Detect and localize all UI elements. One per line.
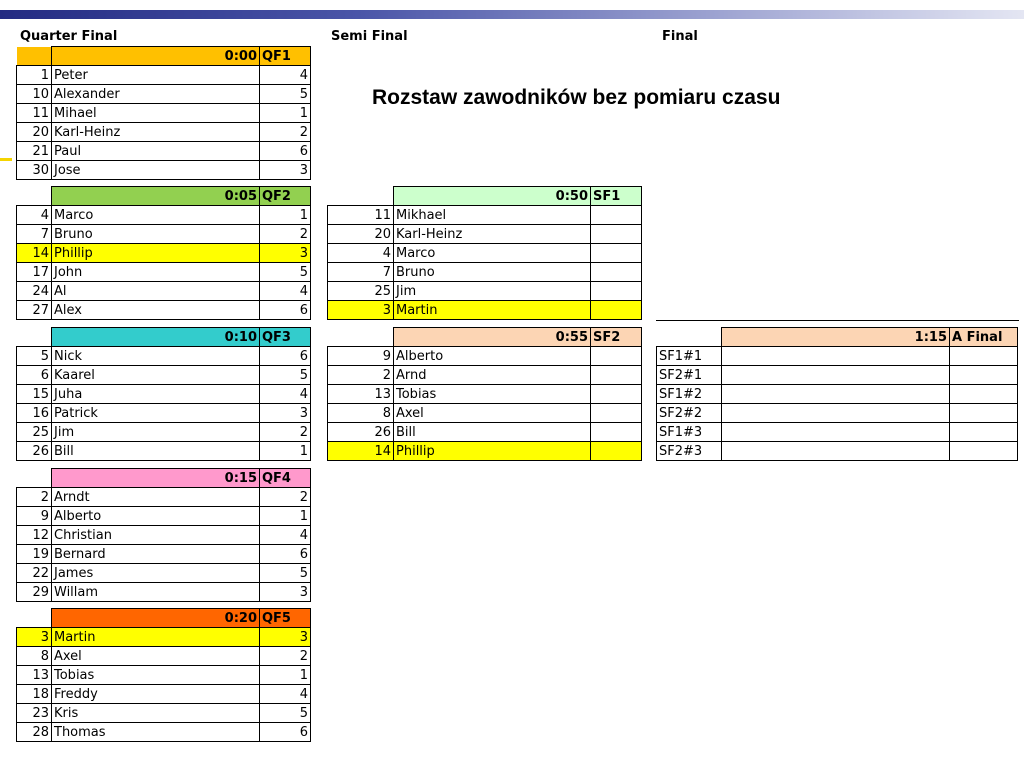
- table-row: [328, 225, 642, 244]
- heat-time: 0:15: [52, 469, 260, 488]
- competitor-name: Karl-Heinz: [394, 225, 591, 244]
- start-number: 6: [17, 366, 52, 385]
- start-number: 4: [17, 206, 52, 225]
- score-cell: 4: [260, 282, 311, 301]
- table-row: [328, 263, 642, 282]
- start-number: 20: [17, 123, 52, 142]
- start-number: 12: [17, 526, 52, 545]
- competitor-name: Bill: [394, 423, 591, 442]
- competitor-name: Willam: [52, 583, 260, 602]
- table-row: [328, 347, 642, 366]
- heat-time: 0:10: [52, 328, 260, 347]
- competitor-name: Alberto: [394, 347, 591, 366]
- competitor-name: Alexander: [52, 85, 260, 104]
- quarter-final-heading: Quarter Final: [20, 29, 118, 44]
- table-row: [17, 647, 311, 666]
- score-cell[interactable]: [950, 366, 1018, 385]
- competitor-name: Mihael: [52, 104, 260, 123]
- competitor-name: Phillip: [394, 442, 591, 461]
- score-cell[interactable]: [950, 385, 1018, 404]
- table-row: [657, 385, 1018, 404]
- heat-header: [328, 187, 642, 206]
- competitor-name: Mikhael: [394, 206, 591, 225]
- competitor-name: Al: [52, 282, 260, 301]
- start-number: 7: [328, 263, 394, 282]
- table-row: [17, 385, 311, 404]
- seed-label: SF2#1: [657, 366, 722, 385]
- table-row: [328, 366, 642, 385]
- table-row: [17, 85, 311, 104]
- start-number: 19: [17, 545, 52, 564]
- score-cell: 5: [260, 564, 311, 583]
- score-cell: 5: [260, 263, 311, 282]
- start-number: 22: [17, 564, 52, 583]
- competitor-name: Axel: [394, 404, 591, 423]
- score-cell: 4: [260, 526, 311, 545]
- competitor-name: Nick: [52, 347, 260, 366]
- table-row: [328, 385, 642, 404]
- competitor-name: Jim: [52, 423, 260, 442]
- start-number: 28: [17, 723, 52, 742]
- competitor-name: Christian: [52, 526, 260, 545]
- table-row: [657, 347, 1018, 366]
- score-cell: 1: [260, 507, 311, 526]
- start-number: 2: [328, 366, 394, 385]
- score-cell: 2: [260, 123, 311, 142]
- start-number: 9: [328, 347, 394, 366]
- score-cell: 2: [260, 488, 311, 507]
- final-heading: Final: [662, 29, 698, 44]
- competitor-name[interactable]: [722, 404, 950, 423]
- table-row: [17, 161, 311, 180]
- competitor-name: Juha: [52, 385, 260, 404]
- competitor-name: Jim: [394, 282, 591, 301]
- heat-qf1: [16, 46, 311, 180]
- heat-code: QF4: [260, 469, 311, 488]
- score-cell[interactable]: [591, 282, 642, 301]
- start-number: 11: [328, 206, 394, 225]
- score-cell[interactable]: [591, 442, 642, 461]
- score-cell: 6: [260, 723, 311, 742]
- table-row: [17, 488, 311, 507]
- table-row: [17, 206, 311, 225]
- table-row: [328, 244, 642, 263]
- competitor-name: James: [52, 564, 260, 583]
- start-number: 9: [17, 507, 52, 526]
- table-row: [17, 66, 311, 85]
- score-cell: 1: [260, 104, 311, 123]
- score-cell: 6: [260, 142, 311, 161]
- table-row: [17, 301, 311, 320]
- table-row: [17, 225, 311, 244]
- table-row: [17, 123, 311, 142]
- score-cell: 1: [260, 206, 311, 225]
- start-number: 24: [17, 282, 52, 301]
- score-cell: 2: [260, 647, 311, 666]
- score-cell[interactable]: [950, 347, 1018, 366]
- heat-header: [17, 328, 311, 347]
- start-number: 26: [328, 423, 394, 442]
- seed-label: SF2#2: [657, 404, 722, 423]
- table-row: [17, 423, 311, 442]
- table-row: [17, 263, 311, 282]
- competitor-name: Thomas: [52, 723, 260, 742]
- start-number: 18: [17, 685, 52, 704]
- competitor-name: Patrick: [52, 404, 260, 423]
- start-number: 1: [17, 66, 52, 85]
- start-number: 4: [328, 244, 394, 263]
- table-row: [17, 404, 311, 423]
- score-cell: 1: [260, 666, 311, 685]
- start-number: 8: [17, 647, 52, 666]
- table-row: [17, 545, 311, 564]
- competitor-name: Martin: [52, 628, 260, 647]
- start-number: 20: [328, 225, 394, 244]
- side-marker: [0, 158, 12, 161]
- competitor-name: Axel: [52, 647, 260, 666]
- heat-header: [328, 328, 642, 347]
- competitor-name: Bruno: [394, 263, 591, 282]
- score-cell[interactable]: [591, 206, 642, 225]
- start-number: 25: [328, 282, 394, 301]
- table-row: [328, 282, 642, 301]
- score-cell[interactable]: [950, 404, 1018, 423]
- competitor-name[interactable]: [722, 347, 950, 366]
- table-row: [657, 404, 1018, 423]
- start-number: 8: [328, 404, 394, 423]
- table-row: [17, 666, 311, 685]
- heat-qf3: [16, 327, 311, 461]
- heat-qf2: [16, 186, 311, 320]
- score-cell[interactable]: [591, 301, 642, 320]
- competitor-name: Bernard: [52, 545, 260, 564]
- table-row: [17, 723, 311, 742]
- start-number: 29: [17, 583, 52, 602]
- semi-final-heading: Semi Final: [331, 29, 408, 44]
- competitor-name: Phillip: [52, 244, 260, 263]
- seed-label: SF1#2: [657, 385, 722, 404]
- competitor-name: Kaarel: [52, 366, 260, 385]
- table-row-highlighted: [17, 244, 311, 263]
- competitor-name: Freddy: [52, 685, 260, 704]
- start-number: 25: [17, 423, 52, 442]
- start-number: 3: [17, 628, 52, 647]
- start-number: 14: [328, 442, 394, 461]
- start-number: 15: [17, 385, 52, 404]
- heat-qf4: [16, 468, 311, 602]
- competitor-name: Tobias: [394, 385, 591, 404]
- heat-code: SF2: [591, 328, 642, 347]
- score-cell[interactable]: [591, 385, 642, 404]
- heat-header: [17, 469, 311, 488]
- start-number: 26: [17, 442, 52, 461]
- score-cell: 5: [260, 704, 311, 723]
- heat-header: [17, 609, 311, 628]
- score-cell[interactable]: [591, 404, 642, 423]
- table-row: [17, 583, 311, 602]
- competitor-name: Marco: [394, 244, 591, 263]
- start-number: 13: [17, 666, 52, 685]
- table-row: [17, 142, 311, 161]
- table-row: [657, 366, 1018, 385]
- heat-code: QF3: [260, 328, 311, 347]
- competitor-name: Arndt: [52, 488, 260, 507]
- score-cell: 6: [260, 347, 311, 366]
- competitor-name[interactable]: [722, 423, 950, 442]
- seed-label: SF2#3: [657, 442, 722, 461]
- table-row: [328, 404, 642, 423]
- heat-code: QF2: [260, 187, 311, 206]
- score-cell: 6: [260, 301, 311, 320]
- heat-time: 0:55: [394, 328, 591, 347]
- final-divider-line: [656, 320, 1019, 321]
- table-row: [17, 442, 311, 461]
- start-number: 17: [17, 263, 52, 282]
- competitor-name[interactable]: [722, 366, 950, 385]
- table-row-highlighted: [328, 442, 642, 461]
- score-cell[interactable]: [591, 423, 642, 442]
- competitor-name: Peter: [52, 66, 260, 85]
- table-row: [17, 366, 311, 385]
- score-cell: 1: [260, 442, 311, 461]
- heat-sf2: [327, 327, 642, 461]
- score-cell[interactable]: [591, 347, 642, 366]
- start-number: 10: [17, 85, 52, 104]
- competitor-name[interactable]: [722, 385, 950, 404]
- heat-qf5: [16, 608, 311, 742]
- table-row: [17, 685, 311, 704]
- seed-label: SF1#3: [657, 423, 722, 442]
- score-cell: 3: [260, 161, 311, 180]
- score-cell[interactable]: [950, 442, 1018, 461]
- heat-code: QF5: [260, 609, 311, 628]
- heat-time: 0:00: [52, 47, 260, 66]
- score-cell: 4: [260, 385, 311, 404]
- heat-time: 1:15: [722, 328, 950, 347]
- score-cell: 2: [260, 225, 311, 244]
- start-number: 7: [17, 225, 52, 244]
- table-row: [17, 526, 311, 545]
- start-number: 13: [328, 385, 394, 404]
- heat-code: SF1: [591, 187, 642, 206]
- start-number: 3: [328, 301, 394, 320]
- competitor-name: Bruno: [52, 225, 260, 244]
- competitor-name: John: [52, 263, 260, 282]
- table-row-highlighted: [17, 628, 311, 647]
- score-cell: 3: [260, 404, 311, 423]
- score-cell[interactable]: [591, 225, 642, 244]
- competitor-name: Marco: [52, 206, 260, 225]
- score-cell: 4: [260, 66, 311, 85]
- table-row: [328, 206, 642, 225]
- table-row: [328, 423, 642, 442]
- header-gradient-bar: [0, 10, 1024, 19]
- heat-time: 0:05: [52, 187, 260, 206]
- score-cell[interactable]: [950, 423, 1018, 442]
- table-row-highlighted: [328, 301, 642, 320]
- competitor-name: Arnd: [394, 366, 591, 385]
- start-number: 27: [17, 301, 52, 320]
- heat-time: 0:20: [52, 609, 260, 628]
- heat-code: QF1: [260, 47, 311, 66]
- score-cell[interactable]: [591, 263, 642, 282]
- start-number: 11: [17, 104, 52, 123]
- heat-header: [657, 328, 1018, 347]
- competitor-name: Tobias: [52, 666, 260, 685]
- score-cell: 6: [260, 545, 311, 564]
- score-cell: 3: [260, 628, 311, 647]
- start-number: 16: [17, 404, 52, 423]
- table-row: [17, 347, 311, 366]
- seed-label: SF1#1: [657, 347, 722, 366]
- competitor-name: Karl-Heinz: [52, 123, 260, 142]
- table-row: [17, 704, 311, 723]
- table-row: [657, 442, 1018, 461]
- table-row: [17, 104, 311, 123]
- start-number: 14: [17, 244, 52, 263]
- score-cell: 3: [260, 583, 311, 602]
- competitor-name: Alex: [52, 301, 260, 320]
- table-row: [17, 507, 311, 526]
- competitor-name: Alberto: [52, 507, 260, 526]
- heat-time: 0:50: [394, 187, 591, 206]
- score-cell: 3: [260, 244, 311, 263]
- table-row: [17, 564, 311, 583]
- heat-header: [17, 47, 311, 66]
- competitor-name: Paul: [52, 142, 260, 161]
- page-title: Rozstaw zawodników bez pomiaru czasu: [372, 86, 781, 109]
- competitor-name: Martin: [394, 301, 591, 320]
- competitor-name[interactable]: [722, 442, 950, 461]
- start-number: 5: [17, 347, 52, 366]
- competitor-name: Jose: [52, 161, 260, 180]
- competitor-name: Kris: [52, 704, 260, 723]
- heat-code: A Final: [950, 328, 1018, 347]
- table-row: [657, 423, 1018, 442]
- score-cell[interactable]: [591, 244, 642, 263]
- competitor-name: Bill: [52, 442, 260, 461]
- score-cell[interactable]: [591, 366, 642, 385]
- score-cell: 2: [260, 423, 311, 442]
- table-row: [17, 282, 311, 301]
- score-cell: 4: [260, 685, 311, 704]
- heat-a-final: [656, 327, 1018, 461]
- start-number: 23: [17, 704, 52, 723]
- score-cell: 5: [260, 85, 311, 104]
- start-number: 21: [17, 142, 52, 161]
- score-cell: 5: [260, 366, 311, 385]
- heat-header: [17, 187, 311, 206]
- start-number: 30: [17, 161, 52, 180]
- start-number: 2: [17, 488, 52, 507]
- heat-sf1: [327, 186, 642, 320]
